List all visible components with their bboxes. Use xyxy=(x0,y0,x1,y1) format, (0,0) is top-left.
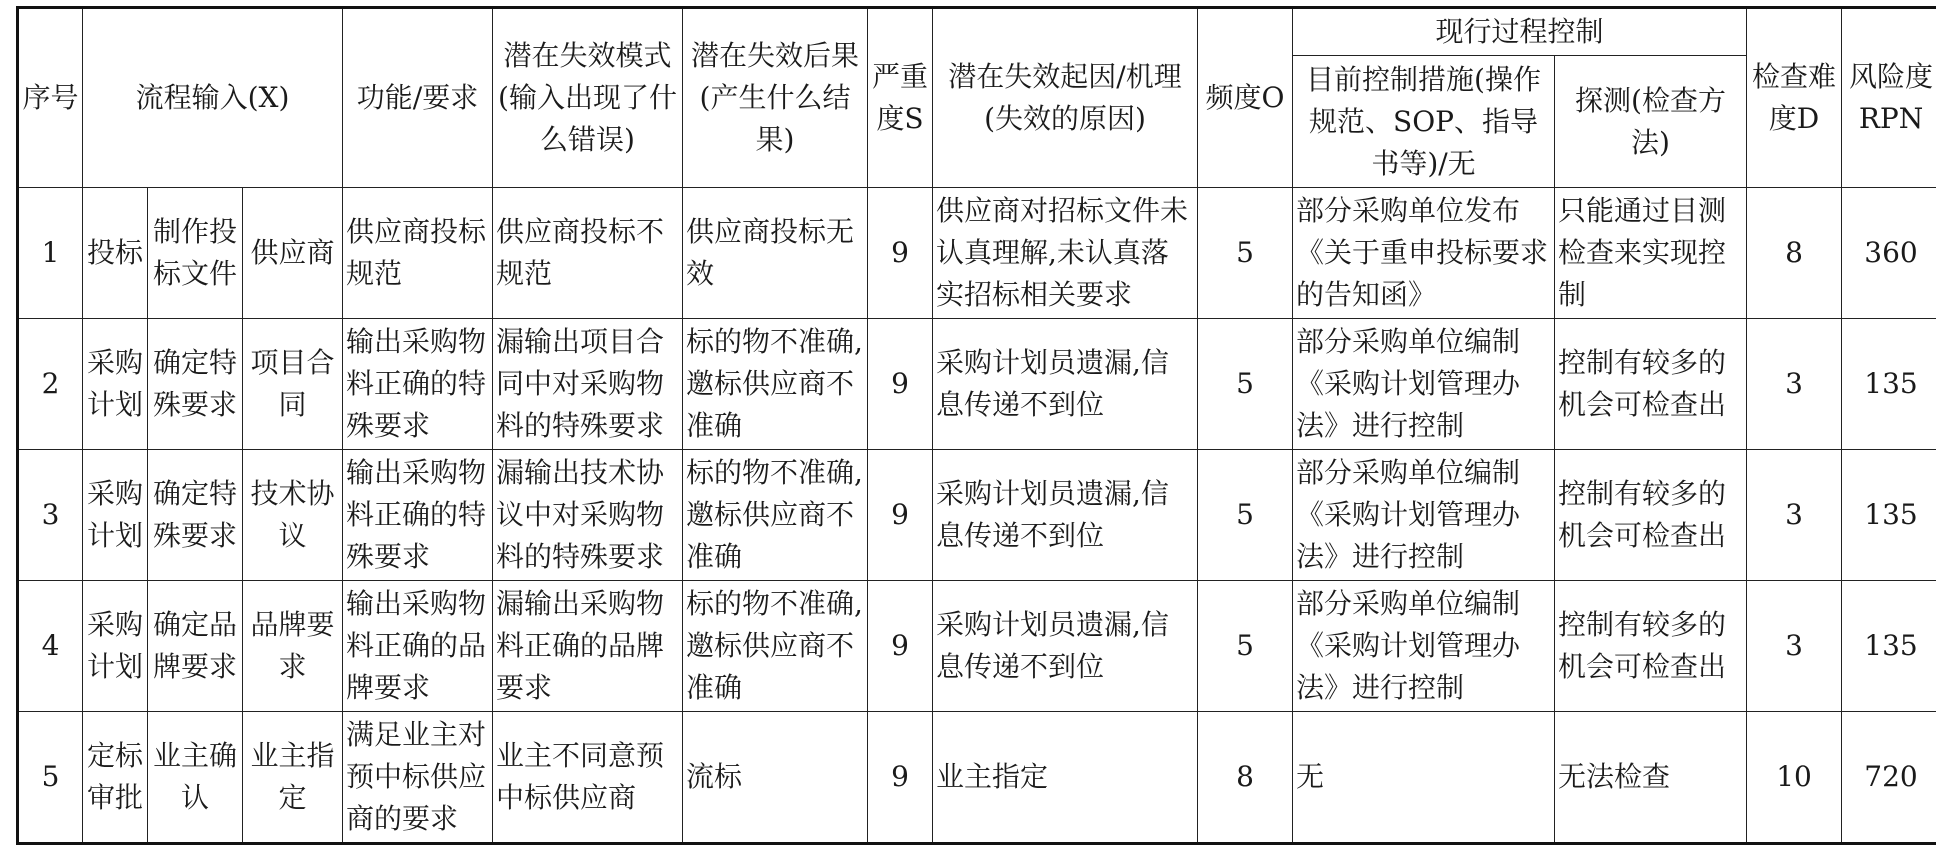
cell-detection: 控制有较多的机会可检查出 xyxy=(1555,450,1747,581)
cell-control-measures: 无 xyxy=(1293,712,1555,844)
cell-input-a: 采购计划 xyxy=(83,581,148,712)
cell-frequency: 5 xyxy=(1198,319,1293,450)
cell-input-a: 采购计划 xyxy=(83,450,148,581)
cell-input-c: 品牌要求 xyxy=(243,581,343,712)
cell-cause: 采购计划员遗漏,信息传递不到位 xyxy=(933,581,1198,712)
cell-function: 输出采购物料正确的品牌要求 xyxy=(343,581,493,712)
cell-failure-mode: 漏输出采购物料正确的品牌要求 xyxy=(493,581,683,712)
cell-input-a: 定标审批 xyxy=(83,712,148,844)
cell-input-b: 确定特殊要求 xyxy=(148,319,243,450)
cell-failure-effect: 标的物不准确,邀标供应商不准确 xyxy=(683,581,868,712)
header-control-measures: 目前控制措施(操作规范、SOP、指导书等)/无 xyxy=(1293,56,1555,188)
cell-failure-effect: 标的物不准确,邀标供应商不准确 xyxy=(683,450,868,581)
cell-detect-difficulty: 3 xyxy=(1747,581,1842,712)
cell-rpn: 360 xyxy=(1842,188,1936,319)
cell-input-b: 确定特殊要求 xyxy=(148,450,243,581)
cell-failure-mode: 供应商投标不规范 xyxy=(493,188,683,319)
cell-seq: 5 xyxy=(18,712,83,844)
cell-frequency: 8 xyxy=(1198,712,1293,844)
cell-severity: 9 xyxy=(868,712,933,844)
cell-input-b: 制作投标文件 xyxy=(148,188,243,319)
cell-rpn: 135 xyxy=(1842,450,1936,581)
header-rpn: 风险度RPN xyxy=(1842,8,1936,188)
cell-input-b: 业主确认 xyxy=(148,712,243,844)
cell-frequency: 5 xyxy=(1198,188,1293,319)
table-row xyxy=(18,581,1936,712)
cell-failure-mode: 漏输出技术协议中对采购物料的特殊要求 xyxy=(493,450,683,581)
cell-failure-mode: 业主不同意预中标供应商 xyxy=(493,712,683,844)
cell-function: 满足业主对预中标供应商的要求 xyxy=(343,712,493,844)
cell-input-a: 采购计划 xyxy=(83,319,148,450)
cell-function: 输出采购物料正确的特殊要求 xyxy=(343,319,493,450)
cell-seq: 3 xyxy=(18,450,83,581)
cell-cause: 采购计划员遗漏,信息传递不到位 xyxy=(933,319,1198,450)
table-row xyxy=(18,712,1936,844)
cell-detection: 只能通过目测检查来实现控制 xyxy=(1555,188,1747,319)
cell-detection: 无法检查 xyxy=(1555,712,1747,844)
cell-cause: 业主指定 xyxy=(933,712,1198,844)
cell-rpn: 135 xyxy=(1842,319,1936,450)
cell-cause: 采购计划员遗漏,信息传递不到位 xyxy=(933,450,1198,581)
table-row xyxy=(18,319,1936,450)
cell-input-c: 业主指定 xyxy=(243,712,343,844)
header-function: 功能/要求 xyxy=(343,8,493,188)
cell-seq: 1 xyxy=(18,188,83,319)
header-seq: 序号 xyxy=(18,8,83,188)
header-input: 流程输入(X) xyxy=(83,8,343,188)
cell-input-a: 投标 xyxy=(83,188,148,319)
cell-control-measures: 部分采购单位编制《采购计划管理办法》进行控制 xyxy=(1293,319,1555,450)
cell-detection: 控制有较多的机会可检查出 xyxy=(1555,581,1747,712)
table-row xyxy=(18,450,1936,581)
header-failure-mode: 潜在失效模式(输入出现了什么错误) xyxy=(493,8,683,188)
cell-function: 供应商投标规范 xyxy=(343,188,493,319)
cell-control-measures: 部分采购单位编制《采购计划管理办法》进行控制 xyxy=(1293,450,1555,581)
cell-seq: 2 xyxy=(18,319,83,450)
cell-rpn: 720 xyxy=(1842,712,1936,844)
cell-severity: 9 xyxy=(868,581,933,712)
header-failure-effect: 潜在失效后果(产生什么结果) xyxy=(683,8,868,188)
cell-detect-difficulty: 10 xyxy=(1747,712,1842,844)
cell-detection: 控制有较多的机会可检查出 xyxy=(1555,319,1747,450)
cell-rpn: 135 xyxy=(1842,581,1936,712)
cell-detect-difficulty: 3 xyxy=(1747,319,1842,450)
cell-failure-effect: 标的物不准确,邀标供应商不准确 xyxy=(683,319,868,450)
cell-severity: 9 xyxy=(868,319,933,450)
cell-control-measures: 部分采购单位发布《关于重申投标要求的告知函》 xyxy=(1293,188,1555,319)
header-control-group: 现行过程控制 xyxy=(1293,8,1747,56)
header-frequency: 频度O xyxy=(1198,8,1293,188)
cell-frequency: 5 xyxy=(1198,581,1293,712)
cell-failure-effect: 流标 xyxy=(683,712,868,844)
cell-input-c: 项目合同 xyxy=(243,319,343,450)
cell-severity: 9 xyxy=(868,450,933,581)
cell-control-measures: 部分采购单位编制《采购计划管理办法》进行控制 xyxy=(1293,581,1555,712)
cell-frequency: 5 xyxy=(1198,450,1293,581)
cell-seq: 4 xyxy=(18,581,83,712)
cell-cause: 供应商对招标文件未认真理解,未认真落实招标相关要求 xyxy=(933,188,1198,319)
cell-detect-difficulty: 8 xyxy=(1747,188,1842,319)
cell-function: 输出采购物料正确的特殊要求 xyxy=(343,450,493,581)
cell-detect-difficulty: 3 xyxy=(1747,450,1842,581)
cell-failure-mode: 漏输出项目合同中对采购物料的特殊要求 xyxy=(493,319,683,450)
header-detection: 探测(检查方法) xyxy=(1555,56,1747,188)
cell-input-c: 供应商 xyxy=(243,188,343,319)
header-detect-difficulty: 检查难度D xyxy=(1747,8,1842,188)
cell-severity: 9 xyxy=(868,188,933,319)
cell-input-c: 技术协议 xyxy=(243,450,343,581)
fmea-table xyxy=(16,6,1936,845)
cell-input-b: 确定品牌要求 xyxy=(148,581,243,712)
cell-failure-effect: 供应商投标无效 xyxy=(683,188,868,319)
header-row-1 xyxy=(18,8,1936,56)
header-cause: 潜在失效起因/机理(失效的原因) xyxy=(933,8,1198,188)
header-severity: 严重度S xyxy=(868,8,933,188)
table-row xyxy=(18,188,1936,319)
